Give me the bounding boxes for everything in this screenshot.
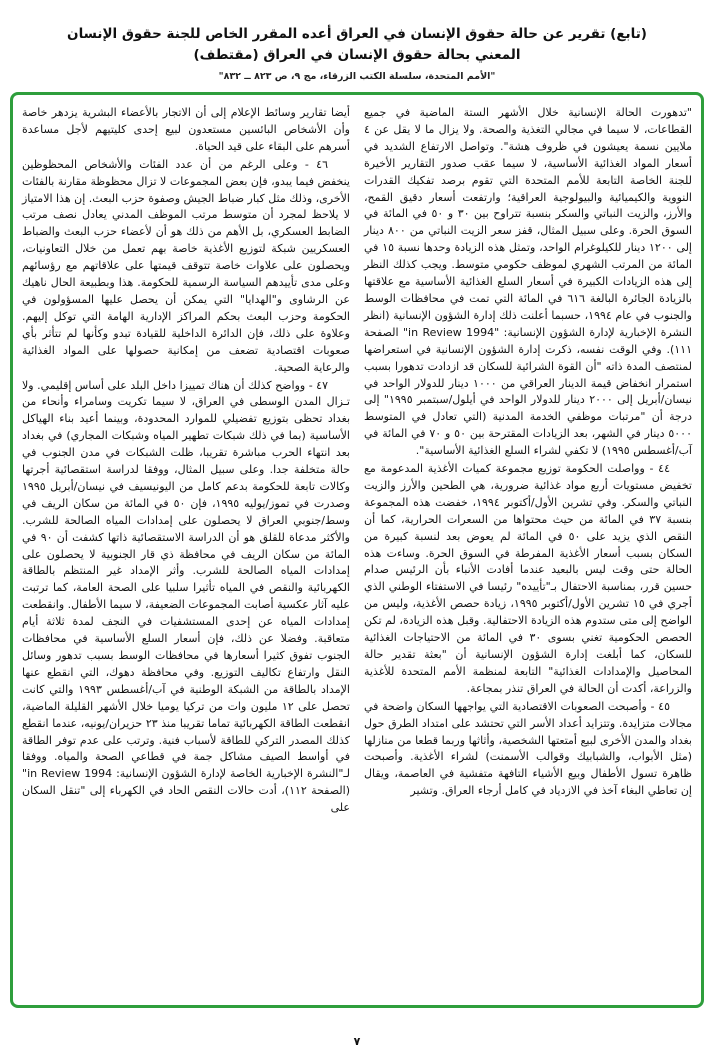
page-number: ٧ [353, 1035, 361, 1048]
paragraph-continuation: أيضا تقارير وسائط الإعلام إلى أن الاتجار بالأعضاء البشرية يزدهر خاصة وأن الأشخاص البائسين مستعدون لبيع إحدى كليتيهم لأجل مساعدة أسرهم على البقاء على قيد الحياة. [22, 106, 350, 153]
paragraph-45: ٤٥ - وأصبحت الصعوبات الاقتصادية التي يواجهها السكان واضحة في مجالات متزايدة. وتتزايد أعداد الأسر التي تحتشد على امتداد الطرق حول بغداد والمدن الأخرى لبيع أمتعتها الشخصية، وأثاثها وربما قطعا من منازلها (مثل الأبواب، والشبابيك وقوالب الأسمنت) لشراء الأغذية. وأصبحت ظاهرة تسول الأطفال وبيع الأشياء التافهة متفشية في العاصمة، ويقال إن تعاطي البغاء آخذ في الازدياد في كامل أرجاء العراق. وتشير [364, 699, 692, 798]
document-header [0, 0, 714, 82]
paragraph-44: ٤٤ - وواصلت الحكومة توزيع مجموعة كميات الأغذية المدعومة مع تخفيض مستويات أربع مواد غذائية ضرورية، هي الطحين والأرز والزيت النباتي والسكر. وفي تشرين الأول/أكتوبر ١٩٩٤، خفضت هذه المجموعة بنسبة ٣٧ في المائة من حيث محتواها من السعرات الحرارية، كما أن النقص الذي يزيد على ٥٠ في المائة لم يعوض بعد لنسبة كبيرة من السكان بسبب أسعار الأغذية المفرطة في السوق الحرة. وساءت هذه الحالة حتى وقت ليس بالبعيد عندما أفادت الأنباء بأن الرئيس صدام حسين قرر، بمناسبة الاحتفال بـ"تأييده" رئيسا في الاستفتاء الوطني الذي أجري في ١٥ تشرين الأول/أكتوبر ١٩٩٥، زيادة حصص الأغذية، وليس من الواضح إلى متى ستدوم هذه الزيادة الاحتفالية. وقبل هذه الزيادة، لم تكن الحصص الحكومية تغني بسوى ٣٠ في المائة من الاحتياجات الغذائية للسكان، كما أبلغت إدارة الشؤون الإنسانية أن "بعثة تقدير حالة المحاصيل والإمدادات الغذائية" التابعة لمنظمة الأمم المتحدة للأغذية والزراعة، أكدت أن الحالة في العراق تنذر بمجاعة. [364, 462, 693, 695]
document-title-line2: المعني بحالة حقوق الإنسان في العراق (مقتطف) [193, 47, 521, 63]
left-column [22, 105, 350, 997]
document-source-citation: "الأمم المتحدة، سلسلة الكتب الزرقاء، مج ٩، ص ٨٢٣ ــ ٨٣٢" [218, 71, 496, 82]
right-column [364, 105, 692, 997]
paragraph-46: ٤٦ - وعلى الرغم من أن عدد الفئات والأشخاص المحظوظين ينخفض فيما يبدو، فإن بعض المجموعات لا تزال محظوظة مقارنة بالفئات الأخرى، وذلك مثل كبار ضباط الجيش وصفوة حزب البعث. إن هذا الامتياز لا يلاحظ لمجرد أن متوسط مرتب الموظف المدني يعادل نصف مرتب الضابط العسكري، بل الأهم من ذلك هو أن لأعضاء حزب البعث والضباط العسكريين شبكة لتوزيع الأغذية خاصة بهم تعمل من خلال التعاونيات، ويحصلون على علاوات خاصة تتوقف قيمتها على علاقاتهم مع رؤسائهم وعلى مدى تأييدهم السياسة الرسمية للحكومة. هذا وبطبيعة الحال ناهيك عن الرشاوى و"الهدايا" التي يمكن أن يحصل عليها المسؤولون في الحكومة وحزب البعث بحكم المراكز الإدارية الهامة التي توكل إليهم. وعلاوة على ذلك، فإن الدائرة الداخلية للقيادة تبدو وكأنها لم تتأثر بأي صعوبات اقتصادية تضعف من إمكانية حصولها على المواد الغذائية والرعاية الصحية. [22, 157, 350, 374]
document-title-line1: (تابع) تقرير عن حالة حقوق الإنسان في العراق أعده المقرر الخاص للجنة حقوق الإنسان [67, 26, 647, 42]
paragraph-47: ٤٧ - وواضح كذلك أن هناك تمييزا داخل البلد على أساس إقليمي. ولا تـزال المدن الوسطى في العراق، لا سيما تكريت وسامراء وأنحاء من بغداد تحظى بتوزيع تفضيلي للموارد المحدودة، وبينما أعيد بناء الهياكل الأساسية (بما في ذلك شبكات تطهير المياه وشبكات المجاري) في بغداد بعد انتهاء الحرب مباشرة تقريبا، ظلت الشبكات في مدن الجنوب في حالة متخلفة جدا. وعلى سبيل المثال، ووفقا لدراسة استقصائية أجرتها وكالات تابعة للحكومة بدعم كامل من اليونيسيف في نيسان/أبريل ١٩٩٥ وصدرت في تموز/يوليه ١٩٩٥، فإن ٥٠ في المائة من سكان الريف في وسط/جنوبي العراق لا يحصلون على إمدادات المياه الصالحة للشرب. والأكثر مدعاة للقلق هو أن الدراسة الاستقصائية ذاتها كشفت أن ٩٠ في المائة من سكان الريف في محافظة ذي قار الجنوبية لا يحصلون على إمدادات المياه الصالحة للشرب. وأثر الإمداد غير المنتظم بالطاقة الكهربائية والنقص في المياه تأثيرا سلبيا على الصحة العامة، كما ترتبت عليه آثار عكسية أصابت المجموعات الضعيفة، لا سيما الأطفال. وانقطعت إمدادات المياه عن إحدى المستشفيات في النجف لمدة ثلاثة أيام متعاقبة. وفضلا عن ذلك، فإن أسعار السلع الأساسية في محافظات الجنوب تفوق كثيرا أسعارها في محافظات الوسط بسبب تدهور وسائل النقل وارتفاع تكاليف التوزيع. وفي محافظة دهوك، التي انقطع عنها الإمداد بالطاقة من الشبكة الوطنية في آب/أغسطس ١٩٩٣ والتي كانت تحصل على ١٢ مليون وات من تركيا يوميا خلال الأشهر القليلة الماضية، انقطعت الطاقة الكهربائية تماما تقريبا منذ ٢٣ حزيران/يونيه، عندما انقطع كذلك المصدر التركي للطاقة لأسباب فنية. وترتب على عدم توفر الطاقة في أواسط الصيف مشاكل جمة في قطاعي الصحة والمياه. ووفقا لـ"النشرة الإخبارية الخاصة لإدارة الشؤون الإنسانية: 1994 in Review" (الصفحة ١١٢)، أدت حالات النقص الحاد في الكهرباء إلى "تنقل السكان على [22, 378, 350, 815]
paragraph-continuation-quote: "تدهورت الحالة الإنسانية خلال الأشهر الستة الماضية في جميع القطاعات، لا سيما في مجالي التغذية والصحة. ولا يزال ما لا يقل عن ٤ ملايين نسمة يعيشون في ظروف هشة". وتواصل الارتفاع الشديد في أسعار المواد الغذائية الأساسية، لا سيما عقب صدور التقارير الأخيرة للجنة الخاصة التابعة للأمم المتحدة التي تقوم برصد تفكيك القدرات النووية والكيميائية والبيولوجية العراقية؛ وارتفعت أسعار دقيق القمح، والأرز، والزيت النباتي والسكر بنسبة تتراوح بين ٣٠ و ٥٠ في المائة في السوق الحرة. وعلى سبيل المثال، قفز سعر الزيت النباتي من ٨٠٠ دينار إلى ١٢٠٠ دينار للكيلوغرام الواحد، وتمثل هذه الزيادة وحدها نسبة ١٥ في المائة من المرتب الشهري لموظف حكومي متوسط. ويجب كذلك النظر إلى هذه الزيادات الكبيرة في أسعار السلع الغذائية الأساسية مع علاقتها بالزيادة الجائرة البالغة ٦١٦ في المائة التي تمت في محافظات الوسط والجنوب في عام ١٩٩٤، حسبما أعلنت ذلك إدارة الشؤون الإنسانية (انظر النشرة الإخبارية لإدارة الشؤون الإنسانية: "1994 in Review" الصفحة ١١١). وفي الوقت نفسه، ذكرت إدارة الشؤون الإنسانية في استعراضها لمنتصف المدة ذاته "أن القوة الشرائية للسكان قد ازدادت تدهورا بسبب استمرار انخفاض قيمة الدينار العراقي من ١٠٠٠ دينار للدولار الواحد في نيسان/أبريل إلى ٢٠٠٠ دينار للدولار الواحد في أيلول/سبتمبر ١٩٩٥" إلى درجة أن "مرتبات موظفي الخدمة المدنية (التي تعادل في المتوسط ٥٠٠٠ دينار في الشهر، بعد الزيادات المقترحة بين ٥٠ و ٧٠ في المائة في آب/أغسطس ١٩٩٥) لا تكفي لشراء السلع الغذائية الأساسية". [364, 106, 693, 458]
bordered-text-frame [10, 92, 704, 1008]
